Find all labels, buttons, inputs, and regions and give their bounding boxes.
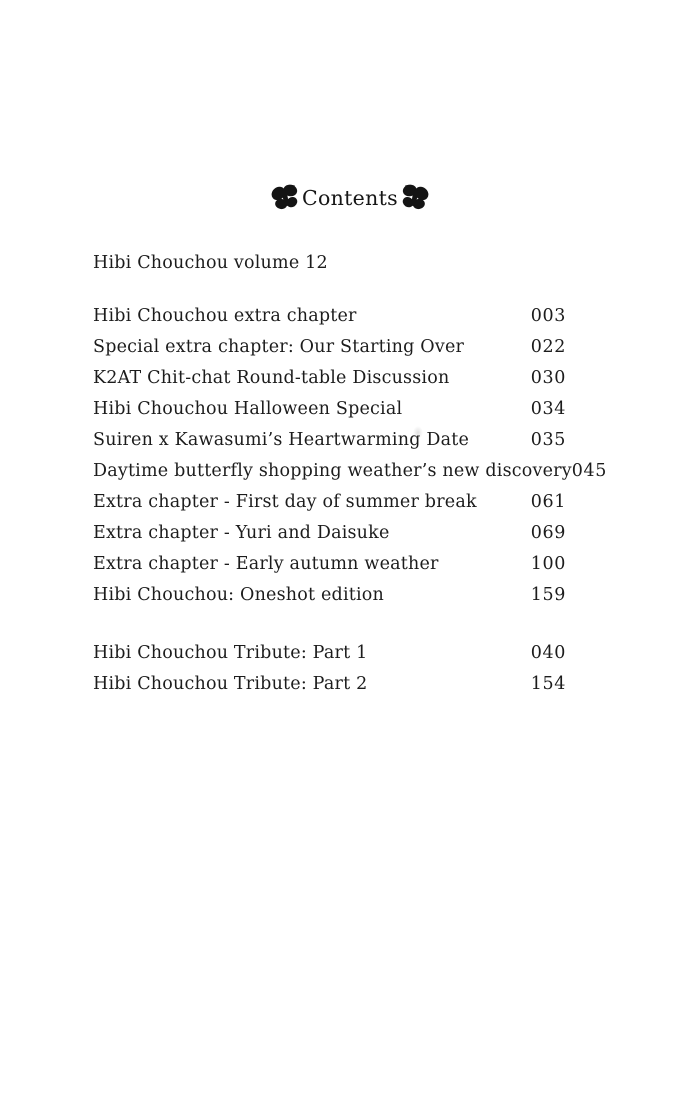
butterfly-icon <box>399 183 430 212</box>
chapter-title: Hibi Chouchou Tribute: Part 1 <box>93 643 368 663</box>
page-number: 159 <box>530 585 566 605</box>
page-number: 040 <box>530 643 566 663</box>
chapter-title: Hibi Chouchou extra chapter <box>93 306 357 326</box>
butterfly-icon <box>270 183 301 212</box>
chapter-title: K2AT Chit-chat Round-table Discussion <box>93 368 450 388</box>
page-number: 022 <box>530 337 566 357</box>
toc-row <box>93 674 566 705</box>
toc-section <box>93 306 607 616</box>
page-number: 069 <box>530 523 566 543</box>
chapter-title: Extra chapter - Early autumn weather <box>93 554 439 574</box>
contents-header <box>0 183 700 212</box>
chapter-title: Hibi Chouchou Tribute: Part 2 <box>93 674 368 694</box>
chapter-title: Special extra chapter: Our Starting Over <box>93 337 465 357</box>
toc-row <box>93 368 566 399</box>
chapter-title: Extra chapter - Yuri and Daisuke <box>93 523 390 543</box>
page-number: 034 <box>530 399 566 419</box>
toc-row <box>93 399 566 430</box>
chapter-title: Suiren x Kawasumi’s Heartwarming Date <box>93 430 470 450</box>
page-number: 045 <box>571 461 607 481</box>
chapter-title: Hibi Chouchou Halloween Special <box>93 399 403 419</box>
toc-row <box>93 585 566 616</box>
toc-row <box>93 430 566 461</box>
page-number: 100 <box>530 554 566 574</box>
page-title: Contents <box>302 185 398 210</box>
toc-row <box>93 554 566 585</box>
chapter-title: Extra chapter - First day of summer break <box>93 492 477 512</box>
toc-row <box>93 523 566 554</box>
toc-row <box>93 461 607 492</box>
toc-section <box>93 643 566 705</box>
page-number: 061 <box>530 492 566 512</box>
page-number: 035 <box>530 430 566 450</box>
page-number: 003 <box>530 306 566 326</box>
toc-row <box>93 643 566 674</box>
page-number: 154 <box>530 674 566 694</box>
toc-row <box>93 492 566 523</box>
page-number: 030 <box>530 368 566 388</box>
volume-label: Hibi Chouchou volume 12 <box>93 253 328 273</box>
toc-list <box>93 306 607 705</box>
toc-row <box>93 306 566 337</box>
chapter-title: Hibi Chouchou: Oneshot edition <box>93 585 384 605</box>
scan-artifact <box>413 426 423 439</box>
toc-row <box>93 337 566 368</box>
chapter-title: Daytime butterfly shopping weather’s new discovery <box>93 461 572 481</box>
